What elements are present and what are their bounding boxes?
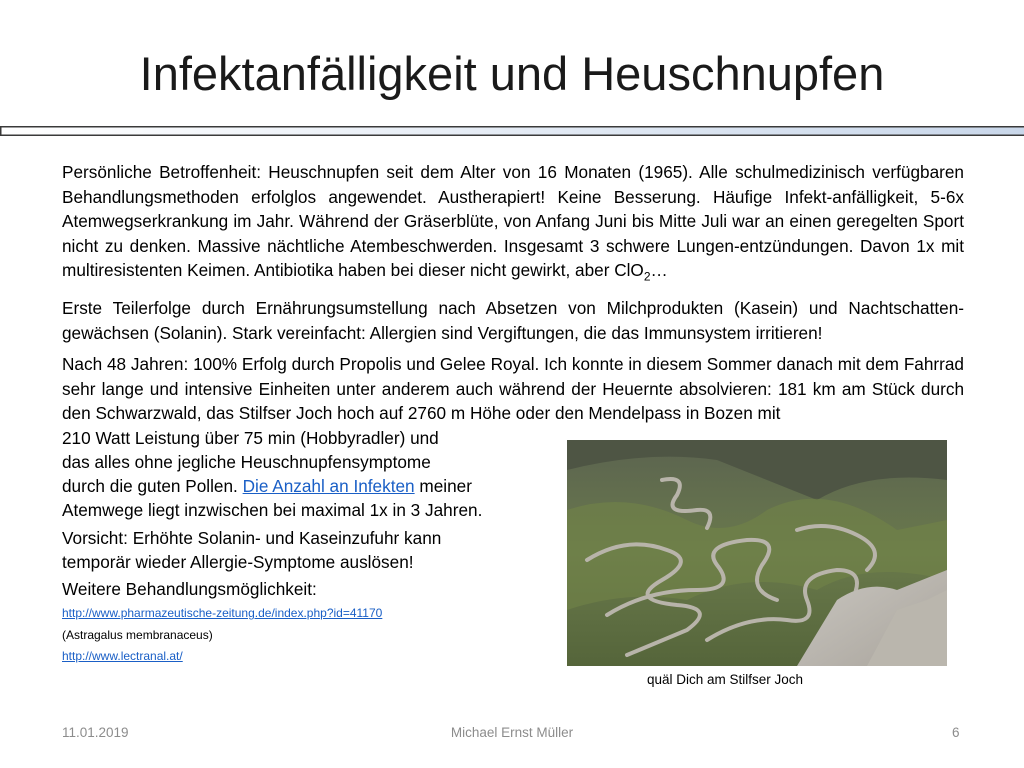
footer-page-number: 6: [952, 725, 960, 740]
photo-caption: quäl Dich am Stilfser Joch: [647, 672, 804, 687]
pharmazeutische-zeitung-link[interactable]: http://www.pharmazeutische-zeitung.de/index.php?id=41170: [62, 606, 383, 620]
title-divider: [0, 124, 1024, 138]
text-line-pollen: durch die guten Pollen. Die Anzahl an Infekten meiner: [62, 476, 472, 496]
lectranal-link[interactable]: http://www.lectranal.at/: [62, 649, 183, 663]
further-treatment-label: Weitere Behandlungsmöglichkeit:: [62, 579, 317, 599]
warning-line-1: Vorsicht: Erhöhte Solanin- und Kaseinzufuhr kann: [62, 528, 442, 548]
stilfser-joch-photo: [567, 440, 947, 666]
text-line-airways: Atemwege liegt inzwischen bei maximal 1x in 3 Jahren.: [62, 500, 483, 520]
footer-date: 11.01.2019: [62, 725, 129, 740]
paragraph-48-years: Nach 48 Jahren: 100% Erfolg durch Propolis und Gelee Royal. Ich konnte in diesem Sommer danach mit dem Fahrrad sehr lange und intensive Einheiten unter anderem auch während der Heuernte absolvieren: 181 km am Stück durch den Schwarzwald, das Stilfser Joch hoch auf 2760 m Höhe oder den Mendelpass in Bozen mit: [62, 354, 964, 423]
infections-link[interactable]: Die Anzahl an Infekten: [242, 476, 415, 496]
slide-title: Infektanfälligkeit und Heuschnupfen: [139, 47, 885, 100]
text-line-watt: 210 Watt Leistung über 75 min (Hobbyradler) und: [62, 428, 439, 448]
paragraph-personal: Persönliche Betroffenheit: Heuschnupfen seit dem Alter von 16 Monaten (1965). Alle schulmedizinisch verfügbaren Behandlungsmethoden erfolglos angewendet. Austherapiert! Keine Besserung. Häufige Infekt-anfälligkeit, 5-6x Atemwegserkrankung im Jahr. Während der Gräserblüte, von Anfang Juni bis Mitte Juli war an einen geregelten Sport nicht zu denken. Massive nächtliche Atembeschwerden. Insgesamt 3 schwere Lungen-entzündungen. Davon 1x mit multiresistenten Keimen. Antibiotika haben bei dieser nicht gewirkt, aber ClO$_2$…: [62, 162, 964, 284]
warning-line-2: temporär wieder Allergie-Symptome auslösen!: [62, 552, 414, 572]
footer-author: Michael Ernst Müller: [450, 725, 574, 740]
astragalus-note: (Astragalus membranaceus): [62, 628, 213, 642]
text-line-symptoms: das alles ohne jegliche Heuschnupfensymptome: [62, 452, 431, 472]
paragraph-first-success: Erste Teilerfolge durch Ernährungsumstellung nach Absetzen von Milchprodukten (Kasein) und Nachtschatten-gewächsen (Solanin). Stark vereinfacht: Allergien sind Vergiftungen, die das Immunsystem irritieren!: [62, 298, 964, 343]
